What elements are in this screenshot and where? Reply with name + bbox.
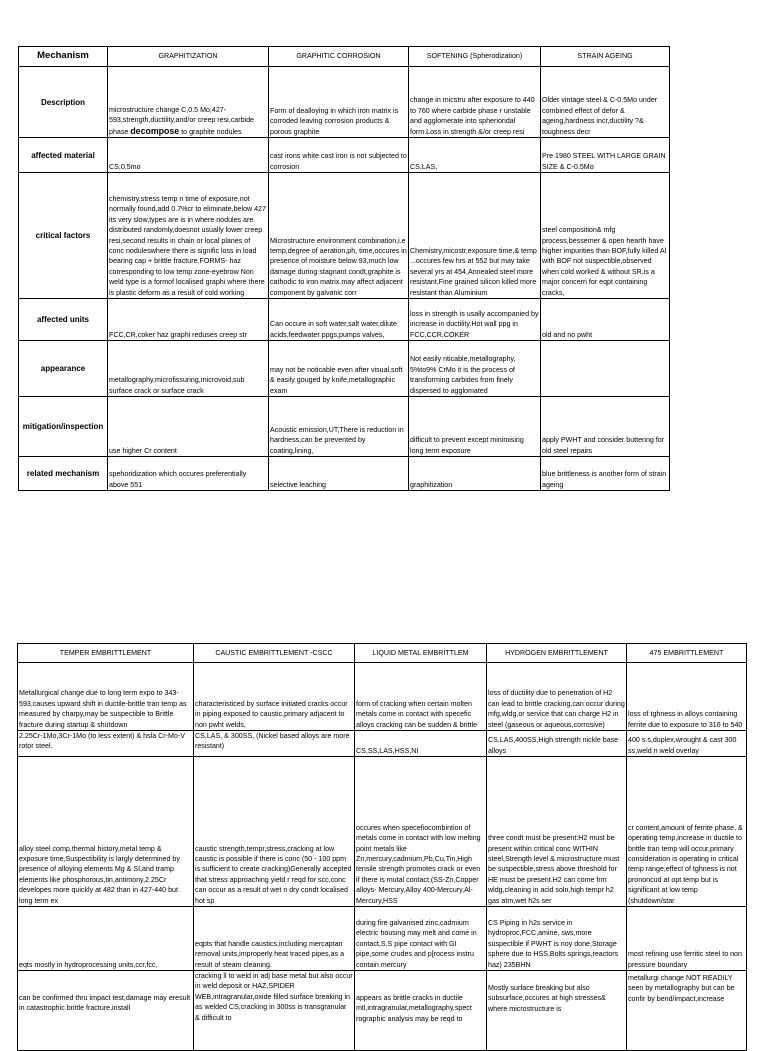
mechanism-table-2 bbox=[17, 643, 747, 1051]
table-cell: metallography,microfissuring,microvoid,sub surface crack or surface crack bbox=[108, 341, 269, 397]
table-cell: difficult to prevent except minimising long term exposure bbox=[409, 397, 541, 457]
table-cell: Form of dealloying in which iron matrix is corroded leaving corrosion products & porous graphite bbox=[269, 67, 409, 138]
table-cell: CS,LAS,400SS,High strength nickle base alloys bbox=[487, 731, 627, 757]
column-header: GRAPHITIZATION bbox=[108, 47, 269, 67]
table-cell: Microstructure environment combination,i.e temp,degree of aeration,ph, time,occures in presence of moisture below 93,much low damage during stagnant condt,graphite is cathodic to iron matrix.may affect adjacent component by galvanic corr bbox=[269, 173, 409, 299]
column-header: HYDROGEN EMBRITTLEMENT bbox=[487, 644, 627, 663]
table-header-row bbox=[19, 47, 670, 67]
table-row bbox=[19, 67, 670, 138]
table-row bbox=[19, 138, 670, 173]
table-cell: Acoustic emission,UT,There is reduction in hardness,can be prevented by coating,lining, bbox=[269, 397, 409, 457]
table-cell: blue brittleness is another form of strain ageing bbox=[541, 457, 670, 491]
table-cell: CS,LAS, & 300SS, (Nickel based alloys are more resistant) bbox=[194, 731, 355, 757]
table-cell: loss in strength is usally accompanied by increase in ductility.Hot wall ppg in FCC,CCR,COKER bbox=[409, 299, 541, 341]
table-cell: loss of ductility due to penetration of H2 can lead to brittle cracking,can occur during mfg,wldg,or service that can charge H2 in steel (gaseous or aqueous,corrosive) bbox=[487, 663, 627, 731]
column-header: TEMPER EMBRITTLEMENT bbox=[18, 644, 194, 663]
mechanism-header: Mechanism bbox=[19, 47, 108, 67]
row-label: critical factors bbox=[19, 173, 108, 299]
table-cell: CS Piping in h2s service in hydroproc,FCC,amine, sws,more suspectible if PWHT is noy done,Storage sphere due to HSS,Bolts springs,reactors haz) 235BHN bbox=[487, 907, 627, 971]
table-cell: cast irons white cast iron is not subjected to corrosion bbox=[269, 138, 409, 173]
table-row bbox=[19, 173, 670, 299]
table-cell: CS,LAS, bbox=[409, 138, 541, 173]
emphasis-text: decompose bbox=[130, 125, 180, 136]
table-cell: most refining use ferritic steel to non pressure boundary bbox=[627, 907, 747, 971]
column-header: LIQUID METAL EMBRITTLEM bbox=[355, 644, 487, 663]
table-cell: use higher Cr content bbox=[108, 397, 269, 457]
row-label: Description bbox=[19, 67, 108, 138]
table-cell: Pre 1980 STEEL WITH LARGE GRAIN SIZE & C-0.5Mo bbox=[541, 138, 670, 173]
table-cell: three condt must be present:H2 must be present within critical conc WITHIN steel,Strength level & microstructure must be suspectible,stress above threshold for HE must be present.H2 can come frm wldg,cleaning in acid soln,high tempr h2 gas atm,wet h2s ser bbox=[487, 757, 627, 907]
table-cell: loss of tghness in alloys containing ferrite due to exposure to 316 to 540 bbox=[627, 663, 747, 731]
table-cell: spehoridization which occures preferentially above 551 bbox=[108, 457, 269, 491]
row-label: related mechanism bbox=[19, 457, 108, 491]
table-cell: metallurgi change NOT READILY seen by metallography but can be confir by bend/impact,increase bbox=[627, 971, 747, 1051]
table-cell: may not be noticable even after visual,soft & easily gouged by knife,metallographic exam bbox=[269, 341, 409, 397]
table-cell: 400 s.s,duplex,wrought & cast 300 ss,weld n weld overlay bbox=[627, 731, 747, 757]
row-label: affected units bbox=[19, 299, 108, 341]
table-row bbox=[18, 971, 747, 1051]
table-cell: Older vintage steel & C-0.5Mo under combined effect of defor & ageing,hardness incr,ductility ?& toughness decr bbox=[541, 67, 670, 138]
column-header: STRAIN AGEING bbox=[541, 47, 670, 67]
table-row bbox=[19, 341, 670, 397]
table-cell: Chemistry,micostr,exposure time,& temp ...occures few hrs at 552 but may take several yrs at 454,Annealed steel more resistant,Fine grained silicon killed more resistant than Aluminium bbox=[409, 173, 541, 299]
column-header: CAUSTIC EMBRITTLEMENT -CSCC bbox=[194, 644, 355, 663]
table-row bbox=[19, 457, 670, 491]
mechanism-table-1 bbox=[18, 46, 670, 491]
table-row bbox=[18, 757, 747, 907]
table-cell: appears as brittle cracks in ductile mtl,intragranular,metallography,spect rographic analysis may be reqd to bbox=[355, 971, 487, 1051]
table-cell: selective leaching bbox=[269, 457, 409, 491]
table-cell: Mostly surface breaking but also subsurface,occures at high stresses& where microstructure is bbox=[487, 971, 627, 1051]
table-cell: form of cracking when certain molten metals come in contact with specefic alloys cracking can be sudden & brittle bbox=[355, 663, 487, 731]
row-label: affected material bbox=[19, 138, 108, 173]
table-cell: CS,0.5mo bbox=[108, 138, 269, 173]
column-header: 475 EMBRITTLEMENT bbox=[627, 644, 747, 663]
table-cell: caustic strength,tempr,stress,cracking at low caustic is possible if there is conc (50 - 100 ppm is sufficient to create cracking)Generally accepted that stress approaching yield r reqd for scc,conc can occur as a result of wet n dry condt localised hot sp bbox=[194, 757, 355, 907]
table-cell: eqts mostly in hydroprocessing units,ccr,fcc, bbox=[18, 907, 194, 971]
table-cell bbox=[108, 67, 269, 138]
column-header: SOFTENING (Spherodization) bbox=[409, 47, 541, 67]
table-header-row bbox=[18, 644, 747, 663]
cell-text: to graphite nodules bbox=[181, 127, 242, 136]
table-row bbox=[19, 299, 670, 341]
table-row bbox=[19, 397, 670, 457]
row-label: appearance bbox=[19, 341, 108, 397]
table-cell: Not easily nticable,metallography, 5%to9% CrMo it is the process of transforming carbides from finely dispersed to agglomated bbox=[409, 341, 541, 397]
row-label: mitigation/inspection bbox=[19, 397, 108, 457]
table-cell: change in micstru after exposure to 440 to 760 where carbide phase r unstable and agglomerate into spherioridal form.Loss in strength &/or creep resi bbox=[409, 67, 541, 138]
table-cell: old and no pwht bbox=[541, 299, 670, 341]
table-cell: Metallurgical change due to long term expo to 343-593,causes upward shift in ductile-brittle tran temp as measured by charpy,may be suspectible to Brittle fracture during startup & shutdown bbox=[18, 663, 194, 731]
table-row bbox=[18, 663, 747, 731]
table-cell: cr content,amount of ferrite phase, & operating temp,increase in ductile to brittle tran temp will occur,primary consideration is operating in critical temp range,effect of tghness is not prononcud at opt temp but is significant at low temp (shutdown/star bbox=[627, 757, 747, 907]
table-cell bbox=[541, 341, 670, 397]
table-cell: Can occure in soft water,salt water,dilute acids,feedwater ppgs,pumps valves, bbox=[269, 299, 409, 341]
table-cell: chemistry,stress temp n time of exposure,not normally found,add 0.7%cr to eliminate,below 427 its very slow,types are is in where nodules are distributed randomly,doesnot usually lower creep resi,second results in chain or local planes of conc noduleswhere there is signific loss in load bearing cap + brittle fracture.FORMS- haz corresponding to low temp zone-eyebrow Non weld type is a formof localised graphi where there is plastic deform as a result of cold working bbox=[108, 173, 269, 299]
table-cell: steel composition& mfg process,bessemer & open hearth have higher impurities than BOF,fully killed Al with BOF not suspectible,observed when cold worked & without SR,is a major concern for eqpt containing cracks, bbox=[541, 173, 670, 299]
table-cell: eqpts that handle caustics,including mercaptan removal units,improperly heat traced pipes,as a result of steam cleaning. bbox=[194, 907, 355, 971]
column-header: GRAPHITIC CORROSION bbox=[269, 47, 409, 67]
table-cell: occures when specefiocombintion of metals come in contact with low melting point metals like Zn,mercury,cadmium,Pb,Cu,Tin,High tensile strength promotes crack or even if there is mutal contact,(SS-Zn,Copper alloys- Mercury,Alloy 400-Mercury,Al-Mercury,HSS bbox=[355, 757, 487, 907]
table-cell: graphitization bbox=[409, 457, 541, 491]
table-row bbox=[18, 731, 747, 757]
table-cell: alloy steel comp,thermal history,metal temp & exposure time,Suspectibility is largly determined by presence of alloying elements Mg & SI,and tramp elements like phosphorous,tin,antimony,2.25Cr developes more quickly at 482 than in 427-440 but long term ex bbox=[18, 757, 194, 907]
table-cell: CS,SS,LAS,HSS,NI bbox=[355, 731, 487, 757]
table-cell: characteristiced by surface initiated cracks occur in piping exposed to caustic,primary adjacent to non pwht welds, bbox=[194, 663, 355, 731]
table-cell: can be confirmed thru impact test,damage may eresult in catastrophic brittle fracture,install bbox=[18, 971, 194, 1051]
table-cell: during fire galvanised zinc,cadmium electric housing may melt and come in contact,S.S pipe contact with GI pipe,some crudes and p[rocess instru contain mercury bbox=[355, 907, 487, 971]
table-cell: FCC,CR,coker haz graphi reduses creep str bbox=[108, 299, 269, 341]
table-cell: 2.25Cr-1Mo,3Cr-1Mo (to less extent) & hsla Cr-Mo-V rotor steel. bbox=[18, 731, 194, 757]
cell-text: microstructure change C,0.5 Mo,427-593,strength,ductility,and/or creep resi,carbide phase bbox=[109, 105, 254, 136]
table-row bbox=[18, 907, 747, 971]
table-cell: cracking ll to weld in adj base metal but also occur in weld deposit or HAZ,SPIDER WEB,intragranular,oxide filled surface breaking in as welded CS,cracking in 300ss is transgranular & difficult to bbox=[194, 971, 355, 1051]
table-cell: apply PWHT and consider buttering for old steel repairs bbox=[541, 397, 670, 457]
